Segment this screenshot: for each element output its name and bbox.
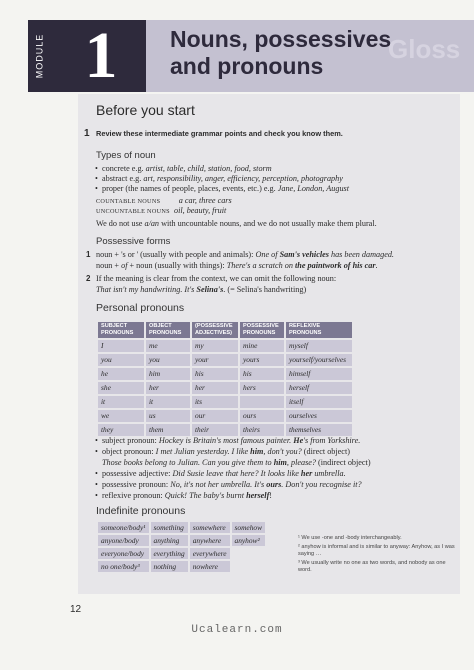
- table-cell: us: [146, 410, 190, 422]
- table-cell: herself: [286, 382, 352, 394]
- step-number: 1: [84, 128, 90, 139]
- module-label: MODULE: [34, 33, 45, 79]
- table-row: [98, 340, 352, 352]
- table-row: [98, 410, 352, 422]
- heading-possessive-forms: Possessive forms: [96, 236, 171, 247]
- table-cell: its: [192, 396, 238, 408]
- table-cell: theirs: [240, 424, 284, 436]
- personal-pronouns-table: [96, 320, 354, 438]
- table-cell: it: [146, 396, 190, 408]
- example-object-pronoun: • object pronoun: I met Julian yesterday. I like him, don't you? (direct object): [102, 447, 350, 457]
- table-cell: him: [146, 368, 190, 380]
- column-header: OBJECT PRONOUNS: [146, 322, 190, 338]
- table-cell: your: [192, 354, 238, 366]
- module-number: 1: [84, 19, 118, 92]
- example-subject-pronoun: • subject pronoun: Hockey is Britain's most famous painter. He's from Yorkshire.: [102, 436, 360, 446]
- table-cell: nowhere: [190, 561, 230, 572]
- table-cell: you: [98, 354, 144, 366]
- table-cell: myself: [286, 340, 352, 352]
- table-cell: [232, 561, 266, 572]
- table-row: [98, 368, 352, 380]
- table-cell: someone/body¹: [98, 522, 149, 533]
- table-row: [98, 396, 352, 408]
- note-3: ³ We usually write no one as two words, and nobody as one word.: [298, 560, 446, 573]
- table-cell: ours: [240, 410, 284, 422]
- section-heading-before-you-start: Before you start: [96, 102, 195, 118]
- table-row: [98, 522, 265, 533]
- heading-personal-pronouns: Personal pronouns: [96, 302, 185, 314]
- example-reflexive-pronoun: • reflexive pronoun: Quick! The baby's burnt herself!: [102, 491, 272, 501]
- table-cell: anyhow²: [232, 535, 266, 546]
- table-cell: me: [146, 340, 190, 352]
- table-row: [98, 382, 352, 394]
- table-cell: themselves: [286, 424, 352, 436]
- table-cell: his: [240, 368, 284, 380]
- watermark: Ucalearn.com: [191, 624, 283, 636]
- title-line-1: Nouns, possessives: [170, 26, 392, 52]
- table-cell: everywhere: [190, 548, 230, 559]
- header-background-word: Gloss: [388, 34, 461, 64]
- table-cell: anywhere: [190, 535, 230, 546]
- possessive-item-2: If the meaning is clear from the context, we can omit the following noun:: [96, 274, 337, 283]
- heading-types-of-noun: Types of noun: [96, 150, 156, 161]
- possessive-item-1-number: 1: [86, 250, 91, 259]
- table-cell: her: [192, 382, 238, 394]
- countable-nouns-row: COUNTABLE NOUNS a car, three cars: [96, 196, 232, 205]
- title-line-2: and pronouns: [170, 53, 324, 79]
- table-cell: we: [98, 410, 144, 422]
- table-cell: their: [192, 424, 238, 436]
- table-cell: anyone/body: [98, 535, 149, 546]
- table-cell: his: [192, 368, 238, 380]
- table-cell: himself: [286, 368, 352, 380]
- indefinite-pronouns-table: [96, 520, 267, 574]
- table-cell: yours: [240, 354, 284, 366]
- bullet-concrete: • concrete e.g. artist, table, child, station, food, storm: [102, 164, 272, 174]
- note-1: ¹ We use -one and -body interchangeably.: [298, 535, 402, 541]
- table-header-row: [98, 322, 352, 338]
- table-cell: somewhere: [190, 522, 230, 533]
- heading-indefinite-pronouns: Indefinite pronouns: [96, 505, 186, 517]
- table-row: [98, 535, 265, 546]
- example-indirect-object: Those books belong to Julian. Can you give them to him, please? (indirect object): [102, 458, 371, 467]
- table-cell: somehow: [232, 522, 266, 533]
- module-badge: [28, 20, 146, 92]
- column-header: SUBJECT PRONOUNS: [98, 322, 144, 338]
- table-cell: ourselves: [286, 410, 352, 422]
- table-cell: anything: [151, 535, 188, 546]
- table-cell: he: [98, 368, 144, 380]
- table-cell: nothing: [151, 561, 188, 572]
- bullet-abstract: • abstract e.g. art, responsibility, anger, efficiency, perception, photography: [102, 174, 343, 184]
- table-cell: no one/body³: [98, 561, 149, 572]
- table-cell: yourself/yourselves: [286, 354, 352, 366]
- table-cell: she: [98, 382, 144, 394]
- example-possessive-pronoun: • possessive pronoun: No, it's not her umbrella. It's ours. Don't you recognise it?: [102, 480, 362, 490]
- column-header: (POSSESSIVE ADJECTIVES): [192, 322, 238, 338]
- page-title: [170, 26, 470, 80]
- column-header: REFLEXIVE PRONOUNS: [286, 322, 352, 338]
- uncountable-note: We do not use a/an with uncountable nouns, and we do not usually make them plural.: [96, 219, 377, 228]
- possessive-item-2-number: 2: [86, 274, 91, 283]
- table-cell: [240, 396, 284, 408]
- bullet-proper: • proper (the names of people, places, events, etc.) e.g. Jane, London, August: [102, 184, 349, 194]
- step-instruction: Review these intermediate grammar points and check you know them.: [96, 129, 343, 138]
- possessive-item-1: noun + 's or ' (usually with people and animals): One of Sam's vehicles has been damaged.: [96, 250, 394, 259]
- table-cell: our: [192, 410, 238, 422]
- indefinite-pronoun-notes: [298, 535, 458, 576]
- table-cell: something: [151, 522, 188, 533]
- table-cell: her: [146, 382, 190, 394]
- table-cell: [232, 548, 266, 559]
- example-possessive-adjective: • possessive adjective: Did Susie leave that here? It looks like her umbrella.: [102, 469, 346, 479]
- table-cell: everyone/body: [98, 548, 149, 559]
- table-cell: you: [146, 354, 190, 366]
- table-row: [98, 424, 352, 436]
- table-cell: they: [98, 424, 144, 436]
- possessive-item-1b: noun + of + noun (usually with things): There's a scratch on the paintwork of his car.: [96, 261, 378, 270]
- table-row: [98, 354, 352, 366]
- table-cell: them: [146, 424, 190, 436]
- table-cell: it: [98, 396, 144, 408]
- table-cell: everything: [151, 548, 188, 559]
- possessive-item-2-example: That isn't my handwriting. It's Selina's. (= Selina's handwriting): [96, 285, 307, 294]
- table-cell: my: [192, 340, 238, 352]
- page-number: 12: [70, 604, 82, 615]
- table-cell: hers: [240, 382, 284, 394]
- column-header: POSSESSIVE PRONOUNS: [240, 322, 284, 338]
- note-2: ² anyhow is informal and is similar to anyway: Anyhow, as I was saying …: [298, 544, 455, 557]
- table-row: [98, 548, 265, 559]
- table-cell: mine: [240, 340, 284, 352]
- table-cell: I: [98, 340, 144, 352]
- uncountable-nouns-row: UNCOUNTABLE NOUNS oil, beauty, fruit: [96, 206, 227, 215]
- table-row: [98, 561, 265, 572]
- table-cell: itself: [286, 396, 352, 408]
